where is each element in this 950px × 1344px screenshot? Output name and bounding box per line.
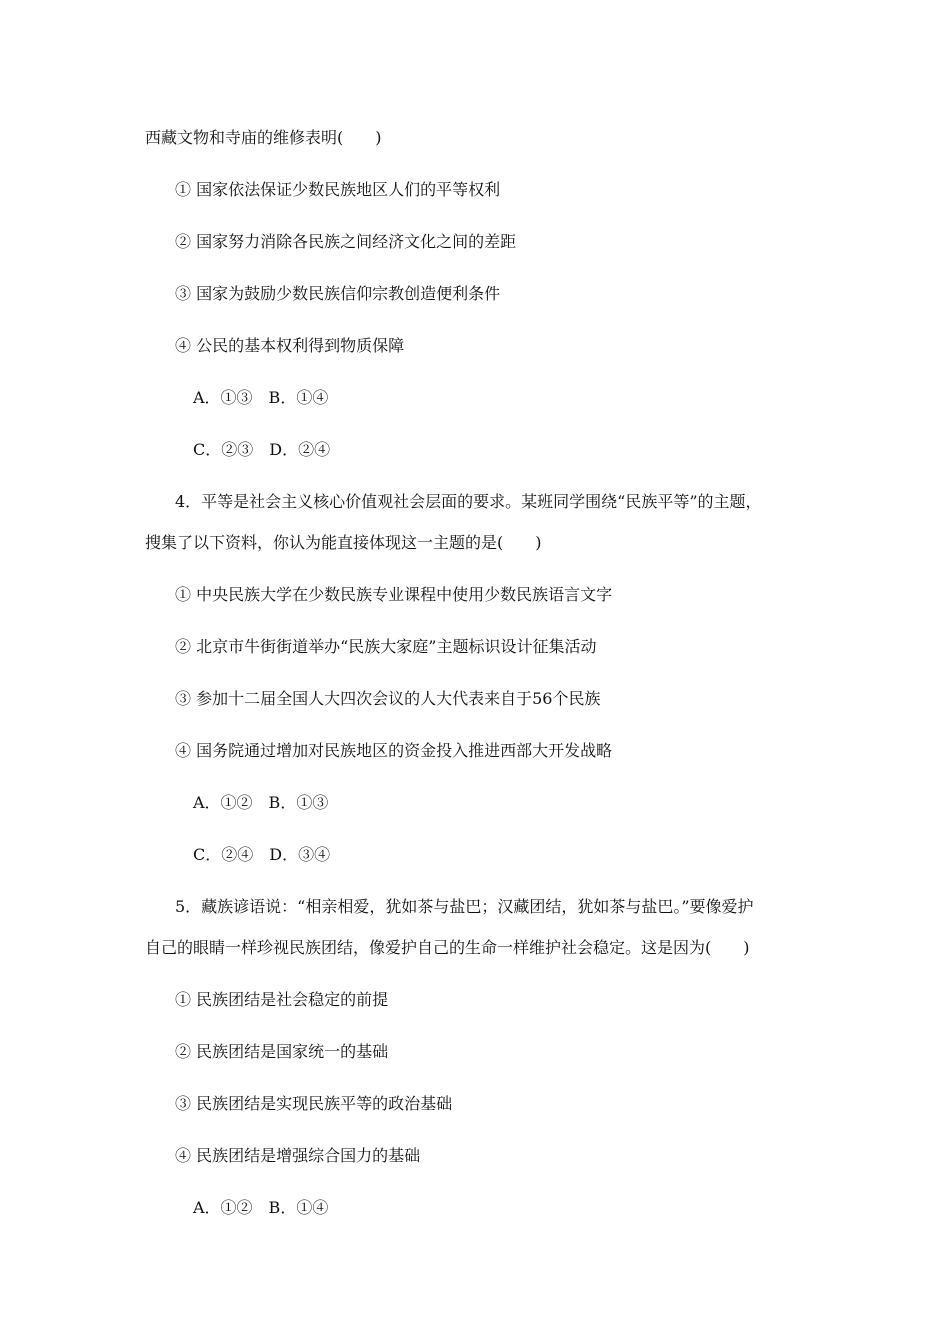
question-4-option-1: ① 中央民族大学在少数民族专业课程中使用少数民族语言文字 (175, 585, 613, 604)
question-5-option-3: ③ 民族团结是实现民族平等的政治基础 (175, 1094, 453, 1113)
question-3-choices-cd: C．②③ D．②④ (193, 440, 331, 459)
question-5-option-2: ② 民族团结是国家统一的基础 (175, 1042, 389, 1061)
question-5-stem-line-2: 自己的眼睛一样珍视民族团结，像爱护自己的生命一样维护社会稳定。这是因为( ) (145, 938, 750, 957)
question-4-choices-cd: C．②④ D．③④ (193, 845, 331, 864)
question-5-stem-line-1: 5．藏族谚语说：“相亲相爱，犹如茶与盐巴；汉藏团结，犹如茶与盐巴。”要像爱护 (175, 897, 754, 916)
question-5-option-4: ④ 民族团结是增强综合国力的基础 (175, 1146, 421, 1165)
question-3-option-4: ④ 公民的基本权利得到物质保障 (175, 336, 405, 355)
question-3-choices-ab: A．①③ B．①④ (193, 388, 329, 407)
question-3-stem-end: 西藏文物和寺庙的维修表明( ) (145, 128, 382, 147)
question-4-choices-ab: A．①② B．①③ (193, 793, 329, 812)
question-4-option-4: ④ 国务院通过增加对民族地区的资金投入推进西部大开发战略 (175, 741, 613, 760)
question-3-option-2: ② 国家努力消除各民族之间经济文化之间的差距 (175, 232, 517, 251)
question-4-option-2: ② 北京市牛街街道举办“民族大家庭”主题标识设计征集活动 (175, 637, 597, 656)
question-5-option-1: ① 民族团结是社会稳定的前提 (175, 990, 389, 1009)
question-4-stem-line-2: 搜集了以下资料，你认为能直接体现这一主题的是( ) (145, 533, 542, 552)
question-4-stem-line-1: 4．平等是社会主义核心价值观社会层面的要求。某班同学围绕“民族平等”的主题， (175, 492, 762, 511)
question-3-option-3: ③ 国家为鼓励少数民族信仰宗教创造便利条件 (175, 284, 501, 303)
question-3-option-1: ① 国家依法保证少数民族地区人们的平等权利 (175, 180, 501, 199)
question-5-choices-ab: A．①② B．①④ (193, 1198, 329, 1217)
question-4-option-3: ③ 参加十二届全国人大四次会议的人大代表来自于56个民族 (175, 689, 601, 708)
